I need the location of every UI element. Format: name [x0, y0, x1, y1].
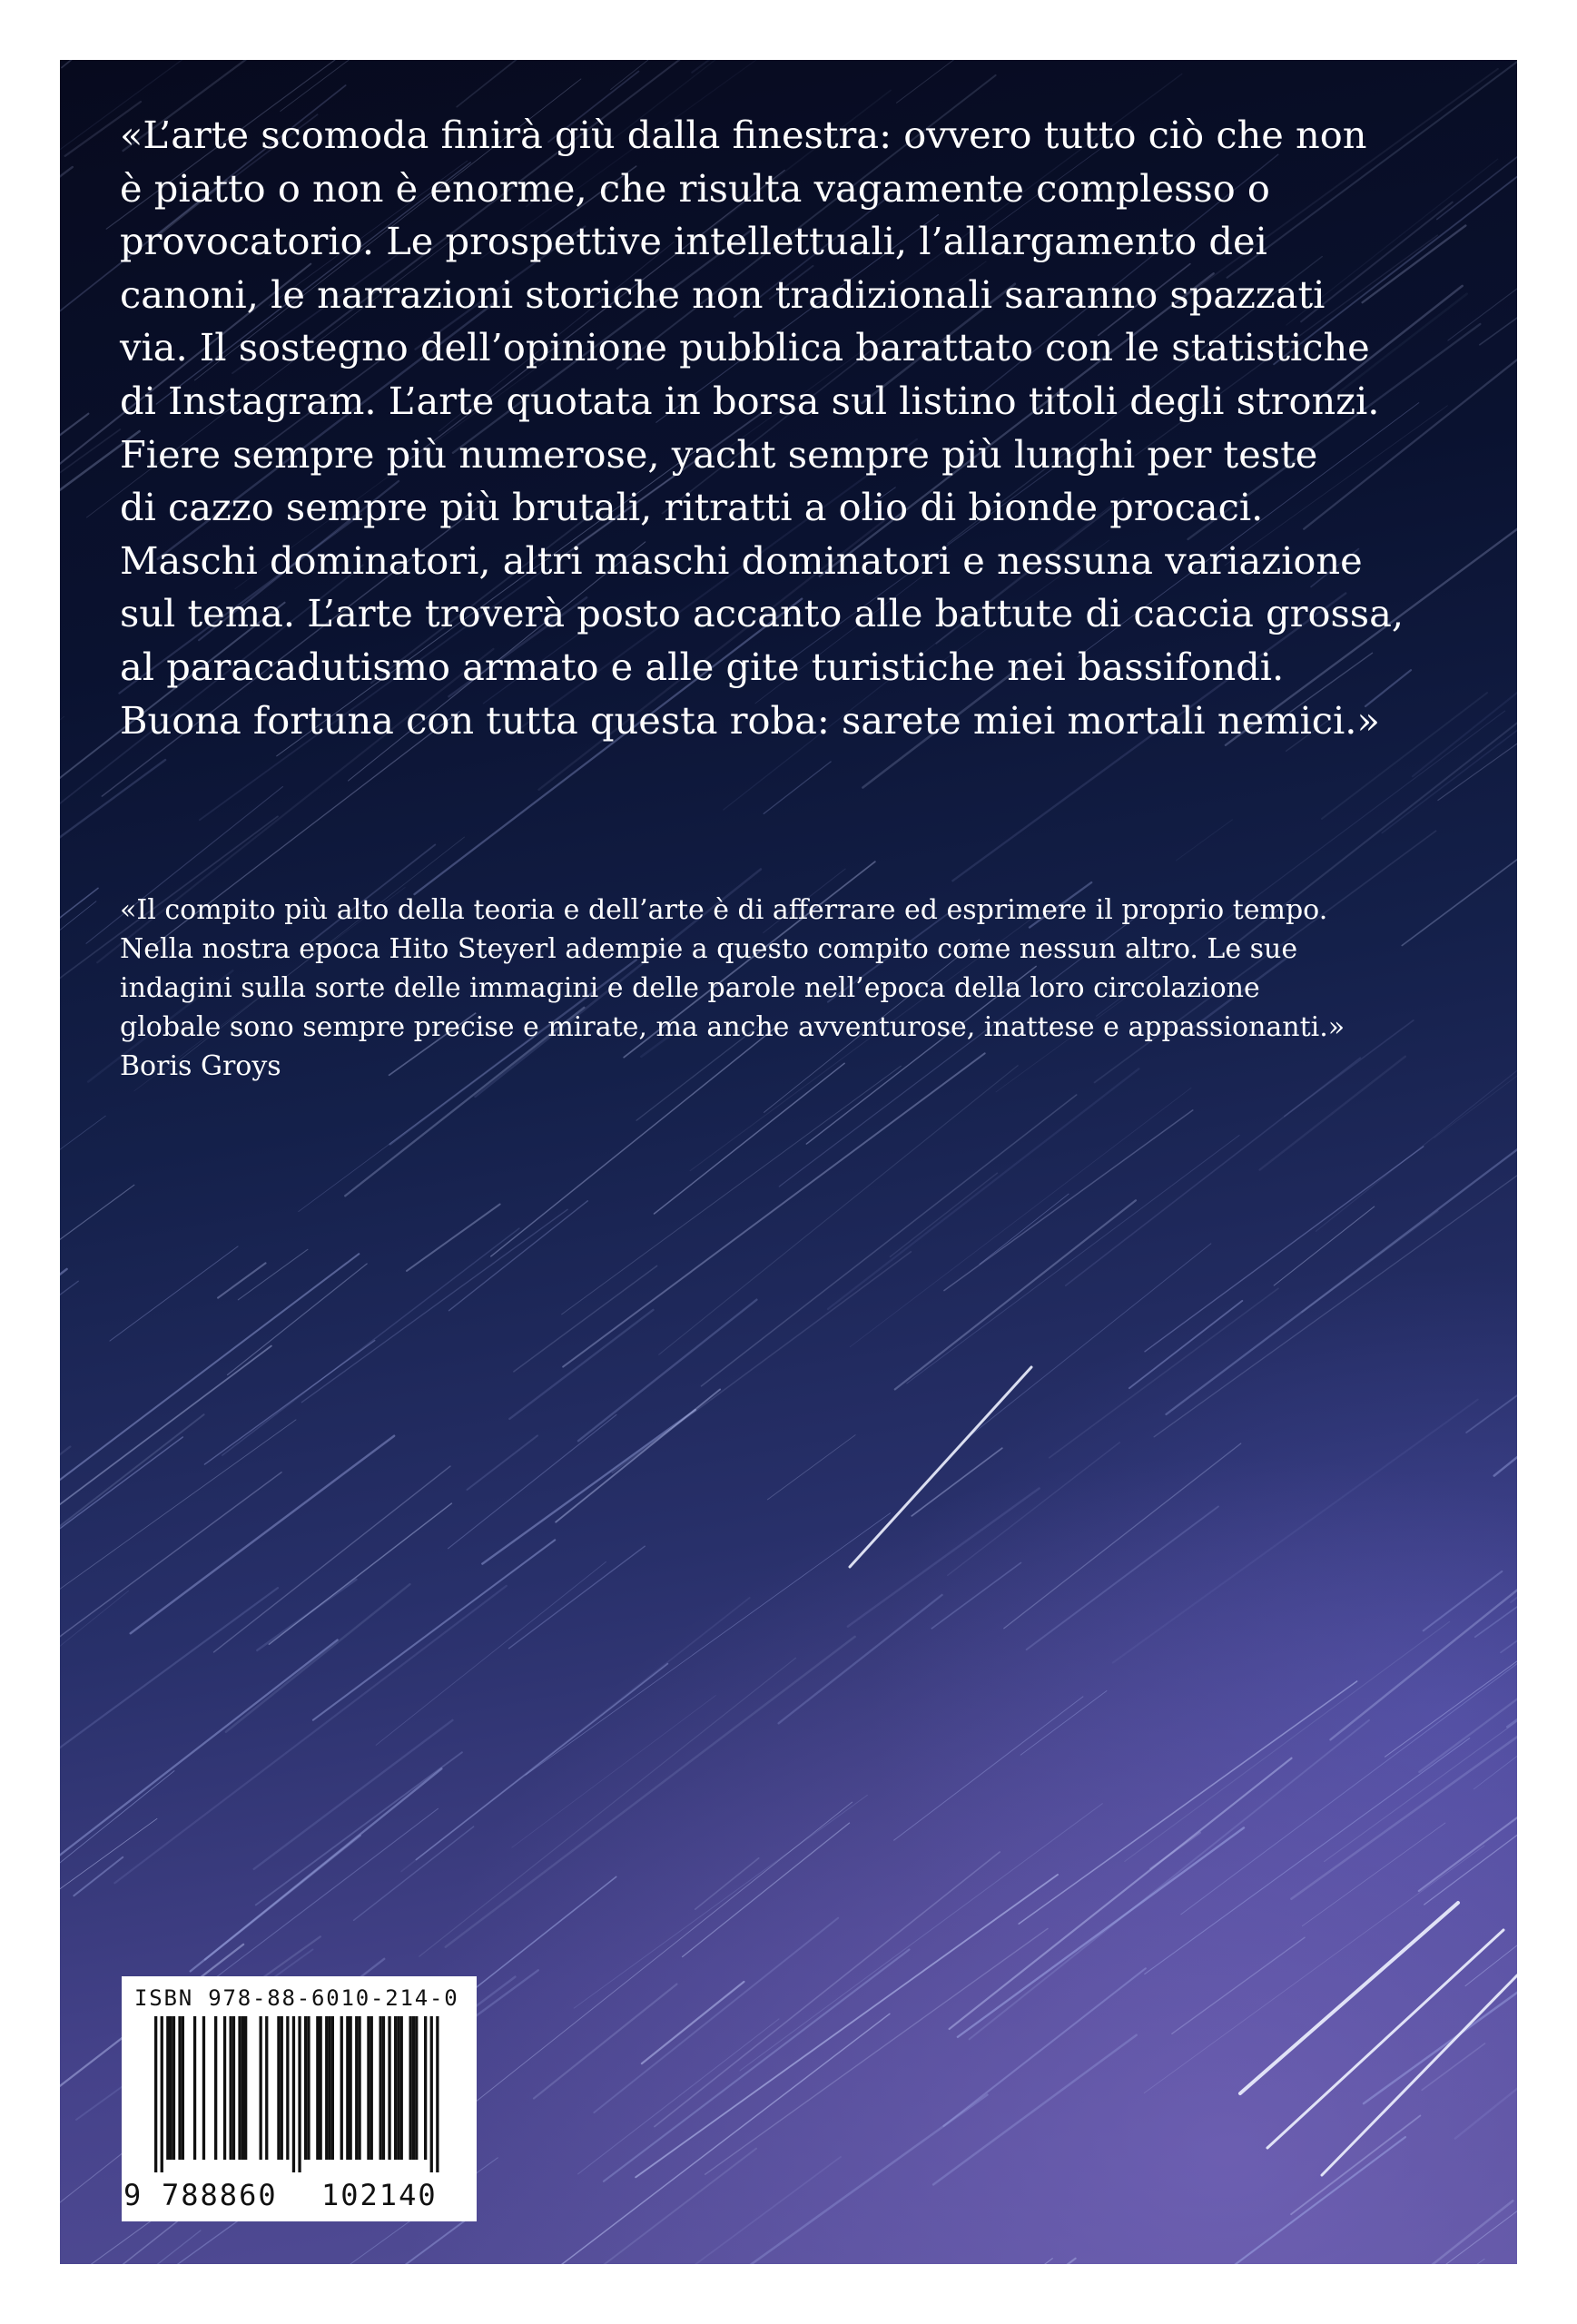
star-trail	[779, 1595, 942, 1723]
star-trail	[1407, 2259, 1485, 2264]
star-trail	[692, 60, 927, 73]
star-trail	[655, 1852, 1000, 2127]
barcode-bar	[412, 2016, 415, 2160]
star-trail	[281, 60, 388, 111]
star-trail	[1511, 1561, 1517, 1603]
star-trail	[1364, 1880, 1517, 2103]
barcode-bar	[397, 2016, 399, 2160]
barcode-bar	[166, 2016, 169, 2160]
star-trail	[60, 429, 120, 547]
star-trail	[890, 1173, 997, 1256]
review-line: «Il compito più alto della teoria e dell’arte è di afferrare ed esprimere il proprio tempo.	[120, 894, 1328, 926]
star-trail	[556, 1390, 720, 1522]
barcode-bar	[415, 2016, 418, 2160]
barcode-bar	[346, 2016, 349, 2160]
star-trail	[131, 1436, 394, 1634]
star-trail	[604, 1950, 910, 2181]
star-trail	[1206, 2137, 1405, 2264]
star-trail	[740, 1804, 1102, 2071]
star-trail	[894, 1697, 1083, 1840]
barcode-bar	[161, 2016, 163, 2172]
star-trail	[563, 1053, 984, 1366]
star-trail	[966, 1244, 1211, 1439]
star-trail	[848, 1489, 1040, 1627]
star-trail	[60, 1437, 182, 1534]
star-trail	[931, 1563, 1020, 1629]
barcode-bar	[286, 2016, 289, 2160]
barcode-first-digit: 9	[123, 2178, 143, 2212]
star-trail	[642, 1982, 744, 2063]
star-trail	[1492, 2260, 1517, 2265]
star-trail-bright	[850, 1367, 1031, 1567]
star-trail	[1326, 2187, 1517, 2264]
star-trail	[1424, 1817, 1517, 1905]
star-trail	[674, 2157, 841, 2264]
star-trail	[218, 1263, 265, 1297]
barcode-bar	[331, 2016, 334, 2160]
star-trail	[1145, 1147, 1424, 1352]
star-trail	[611, 60, 870, 90]
star-trail	[376, 1561, 606, 1745]
star-trail	[944, 1110, 1193, 1291]
star-trail	[455, 1802, 852, 2118]
barcode-bar	[241, 2016, 244, 2160]
barcode-bar	[394, 2016, 397, 2160]
star-trail	[1167, 1098, 1518, 1414]
star-trail	[60, 1281, 78, 1328]
star-trail	[1125, 1621, 1450, 1861]
star-trail	[512, 1696, 716, 1848]
back-cover	[60, 60, 1517, 2264]
star-trail	[659, 1066, 1018, 1355]
barcode-bar	[325, 2016, 328, 2160]
star-trail	[301, 1209, 567, 1402]
quote-line: al paracadutismo armato e alle gite turistiche nei bassifondi.	[120, 644, 1285, 689]
star-trail	[1004, 1443, 1241, 1629]
star-trail	[526, 1513, 891, 1776]
barcode-bar	[232, 2016, 235, 2160]
barcode-bars	[122, 2016, 477, 2176]
star-trail	[60, 1447, 70, 1574]
isbn-label: ISBN 978-88-6010-214-0	[134, 1985, 459, 2011]
barcode-bar	[172, 2016, 175, 2160]
star-trail	[1176, 820, 1232, 861]
star-trail	[60, 1185, 134, 1334]
star-trail	[1465, 1709, 1517, 1986]
star-trail	[60, 60, 249, 113]
star-trail-bright	[1322, 1975, 1517, 2175]
star-trail	[636, 1875, 1058, 2177]
star-trail	[897, 60, 1237, 103]
quote-line: canoni, le narrazioni storiche non tradizionali saranno spazzati	[120, 271, 1326, 317]
star-trail	[828, 1068, 1139, 1309]
star-trail	[1172, 1937, 1305, 2034]
star-trail	[469, 1970, 538, 2021]
star-trail	[577, 2149, 756, 2264]
star-trail	[1181, 1623, 1517, 1915]
quote-line: «L’arte scomoda finirà giù dalla finestra: ovvero tutto ciò che non	[120, 113, 1367, 157]
review-line: globale sono sempre precise e mirate, ma anche avventurose, inattese e appassionanti.»	[120, 1011, 1345, 1043]
star-trail	[60, 1269, 67, 1507]
star-trail	[594, 1918, 838, 2112]
star-trail	[228, 1264, 368, 1375]
barcode-bar	[355, 2016, 358, 2160]
star-trail	[1501, 1369, 1517, 1653]
quote-line: Fiere sempre più numerose, yacht sempre più lunghi per teste	[120, 431, 1318, 477]
star-trail	[1424, 1571, 1503, 1630]
barcode-bar	[350, 2016, 352, 2160]
star-trail	[1480, 231, 1517, 345]
star-trail	[958, 1827, 1244, 2036]
barcode-bar	[400, 2016, 403, 2160]
main-quote	[120, 109, 1464, 747]
star-trail	[222, 1228, 519, 1455]
star-trail	[60, 716, 64, 928]
star-trail	[449, 1201, 588, 1311]
star-trail	[1466, 1360, 1517, 1433]
isbn-barcode	[122, 1976, 477, 2221]
star-trail	[514, 1265, 657, 1372]
star-trail	[907, 1136, 1239, 1384]
barcode-bar	[379, 2016, 382, 2160]
barcode-bar	[230, 2016, 232, 2160]
star-trail	[970, 1720, 1369, 2040]
star-trail	[401, 1598, 750, 1871]
star-trail	[702, 1095, 1077, 1386]
star-trail	[1050, 1288, 1278, 1458]
star-trail	[60, 60, 62, 177]
star-trail	[60, 167, 73, 287]
barcode-bar	[154, 2016, 157, 2172]
star-trail	[1291, 1697, 1517, 1899]
star-trail	[60, 1472, 281, 1783]
star-trail	[1455, 1938, 1517, 2138]
star-trail	[60, 1346, 271, 1548]
star-trail	[764, 762, 831, 813]
star-trail	[60, 1588, 278, 1814]
star-trail	[407, 1205, 500, 1271]
barcode-bar	[316, 2016, 319, 2160]
quote-line: di cazzo sempre più brutali, ritratti a olio di bionde procaci.	[120, 485, 1264, 530]
star-trail	[1129, 1301, 1242, 1388]
barcode-bar	[304, 2016, 307, 2160]
star-trail	[534, 1984, 676, 2099]
star-trail	[514, 2014, 890, 2264]
star-trail	[60, 1116, 105, 1336]
barcode-bar	[178, 2016, 181, 2160]
barcode-bar	[320, 2016, 322, 2160]
star-trail	[1405, 2185, 1517, 2264]
star-trail	[1027, 1507, 1218, 1650]
barcode-bar	[409, 2016, 412, 2160]
star-trail	[1325, 1691, 1517, 1861]
barcode-bar	[424, 2016, 427, 2160]
star-trail	[562, 1066, 902, 1315]
star-trail	[354, 1827, 474, 1920]
barcode-bar	[430, 2016, 433, 2172]
star-trail	[60, 1420, 296, 1613]
star-trail	[1419, 1612, 1517, 1891]
barcode-bar	[328, 2016, 330, 2160]
star-trail	[1291, 2116, 1420, 2215]
star-trail	[94, 2214, 474, 2264]
review-author: Boris Groys	[120, 1050, 281, 1082]
barcode-bar	[382, 2016, 385, 2160]
star-trail	[1145, 1738, 1470, 1974]
quote-line: Maschi dominatori, altri maschi dominatori e nessuna variazione	[120, 537, 1363, 583]
review-blurb	[120, 891, 1464, 1086]
star-trail	[509, 1546, 646, 1649]
star-trail	[784, 2259, 1052, 2264]
star-trail	[74, 1857, 123, 1896]
barcode-bar	[388, 2016, 390, 2160]
star-trail	[655, 1063, 845, 1214]
barcode-bar	[244, 2016, 247, 2160]
barcode-bar	[260, 2016, 262, 2160]
barcode-bar	[340, 2016, 343, 2160]
barcode-bar	[367, 2016, 370, 2160]
star-trail	[509, 1310, 653, 1419]
barcode-bar	[436, 2016, 439, 2172]
barcode-bar	[170, 2016, 172, 2160]
star-trail	[683, 1823, 850, 1956]
barcode-bar	[265, 2016, 268, 2160]
barcode-bar	[238, 2016, 241, 2160]
review-line: Nella nostra epoca Hito Steyerl adempie a questo compito come nessun altro. Le sue	[120, 933, 1298, 965]
star-trail	[60, 1254, 359, 1561]
star-trail	[578, 1300, 756, 1442]
star-trail	[980, 1194, 1069, 1265]
barcode-bar	[277, 2016, 280, 2160]
star-trail	[948, 1443, 1120, 1575]
star-trail	[114, 1586, 506, 1883]
barcode-bar	[358, 2016, 360, 2160]
star-trail-bright	[1240, 1903, 1458, 2093]
star-trail	[256, 1752, 462, 1905]
star-trail	[574, 1795, 867, 2008]
barcode-bar	[298, 2016, 301, 2172]
star-trail	[850, 1088, 1191, 1346]
star-trail	[446, 1637, 855, 1947]
star-trail	[313, 1540, 555, 1719]
star-trail	[254, 1720, 453, 1869]
barcode-bar	[281, 2016, 283, 2160]
star-trail	[1020, 1691, 1107, 1756]
star-trail	[468, 1435, 538, 1490]
barcode-bar	[202, 2016, 205, 2160]
barcode-bar	[307, 2016, 310, 2160]
quote-line: provocatorio. Le prospettive intellettuali, l’allargamento dei	[120, 219, 1267, 264]
star-trail	[457, 60, 596, 107]
barcode-bar	[370, 2016, 373, 2160]
barcode-right-group: 102140	[321, 2178, 438, 2212]
star-trail	[1507, 1537, 1517, 1728]
barcode-bar	[292, 2016, 295, 2172]
star-trail	[1475, 1456, 1517, 1637]
review-line: indagini sulla sorte delle immagini e delle parole nell’epoca della loro circolazione	[120, 972, 1260, 1004]
quote-line: Buona fortuna con tutta questa roba: sarete miei mortali nemici.»	[120, 697, 1380, 743]
star-trail	[1113, 1400, 1478, 1663]
quote-line: è piatto o non è enorme, che risulta vagamente complesso o	[120, 165, 1270, 211]
barcode-left-group: 788860	[162, 2178, 278, 2212]
barcode-bar	[223, 2016, 226, 2160]
star-trail	[60, 1591, 129, 1835]
star-trail	[1385, 1522, 1518, 1757]
quote-line: sul tema. L’arte troverà posto accanto alle battute di caccia grossa,	[120, 591, 1405, 636]
star-trail	[214, 1466, 451, 1652]
star-trail	[767, 1435, 855, 1500]
star-trail	[1331, 1537, 1518, 1740]
star-trail	[1494, 1312, 1517, 1475]
barcode-bar	[214, 2016, 217, 2160]
star-trail	[1417, 2239, 1517, 2264]
barcode-bar	[182, 2016, 184, 2160]
barcode-bar	[193, 2016, 196, 2160]
quote-line: di Instagram. L’arte quotata in borsa sul listino titoli degli stronzi.	[120, 378, 1380, 423]
star-trail	[110, 1246, 238, 1341]
star-trail	[60, 888, 98, 1118]
star-trail	[1422, 2043, 1484, 2090]
quote-line: via. Il sostegno dell’opinione pubblica barattato con le statistiche	[120, 325, 1370, 370]
